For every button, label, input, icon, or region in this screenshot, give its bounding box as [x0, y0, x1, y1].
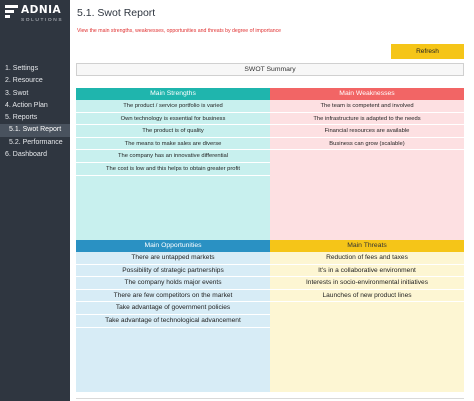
weaknesses-panel [270, 88, 464, 240]
sidebar-item-swot[interactable]: 3. Swot [5, 89, 29, 97]
threats-panel [270, 240, 464, 392]
brand-name: ADNIA [21, 4, 62, 16]
sidebar-item-resource[interactable]: 2. Resource [5, 77, 43, 85]
sidebar-nav [0, 63, 70, 161]
threat-item: Interests in socio-environmental initiatives [270, 277, 464, 290]
brand-tagline: SOLUTIONS [21, 18, 64, 23]
logo-mark-icon [5, 5, 18, 18]
page-title: 5.1. Swot Report [77, 7, 156, 19]
opportunity-item: Possibility of strategic partnerships [76, 265, 270, 278]
sidebar-item-reports[interactable]: 5. Reports [5, 114, 38, 122]
strengths-list [76, 100, 270, 240]
strength-item: The cost is low and this helps to obtain greater profit [76, 163, 270, 176]
page-subtitle: View the main strengths, weaknesses, opportunities and threats by degree of importance [77, 28, 282, 34]
strength-item: Own technology is essential for business [76, 113, 270, 126]
refresh-button[interactable]: Refresh [391, 44, 464, 59]
threats-list [270, 252, 464, 392]
swot-summary-title: SWOT Summary [76, 63, 464, 76]
opportunities-panel [76, 240, 270, 392]
opportunity-item: There are few competitors on the market [76, 290, 270, 303]
sidebar-item-dashboard[interactable]: 6. Dashboard [5, 151, 48, 159]
threats-header: Main Threats [270, 240, 464, 252]
weakness-item: The team is competent and involved [270, 100, 464, 113]
threat-item: Reduction of fees and taxes [270, 252, 464, 265]
threat-item: It's in a collaborative environment [270, 265, 464, 278]
strengths-header: Main Strengths [76, 88, 270, 100]
weakness-item: Business can grow (scalable) [270, 138, 464, 151]
weakness-item: The infrastructure is adapted to the needs [270, 113, 464, 126]
weaknesses-header: Main Weaknesses [270, 88, 464, 100]
strength-item: The means to make sales are diverse [76, 138, 270, 151]
adnia-logo [5, 4, 65, 28]
sidebar-item-swot-report[interactable]: 5.1. Swot Report [0, 124, 70, 136]
opportunity-item: Take advantage of technological advancement [76, 315, 270, 328]
strength-item: The product / service portfolio is varied [76, 100, 270, 113]
opportunity-item: There are untapped markets [76, 252, 270, 265]
opportunities-list [76, 252, 270, 392]
sidebar-item-performance[interactable]: 5.2. Performance [9, 138, 63, 146]
sidebar [0, 0, 70, 401]
opportunity-item: Take advantage of government policies [76, 302, 270, 315]
strengths-panel [76, 88, 270, 240]
weaknesses-list [270, 100, 464, 240]
opportunities-header: Main Opportunities [76, 240, 270, 252]
sidebar-item-action-plan[interactable]: 4. Action Plan [5, 101, 48, 109]
opportunity-item: The company holds major events [76, 277, 270, 290]
sidebar-item-settings[interactable]: 1. Settings [5, 65, 39, 72]
bottom-divider [76, 398, 464, 399]
weakness-item: Financial resources are available [270, 125, 464, 138]
strength-item: The company has an innovative differential [76, 150, 270, 163]
threat-item: Launches of new product lines [270, 290, 464, 303]
strength-item: The product is of quality [76, 125, 270, 138]
